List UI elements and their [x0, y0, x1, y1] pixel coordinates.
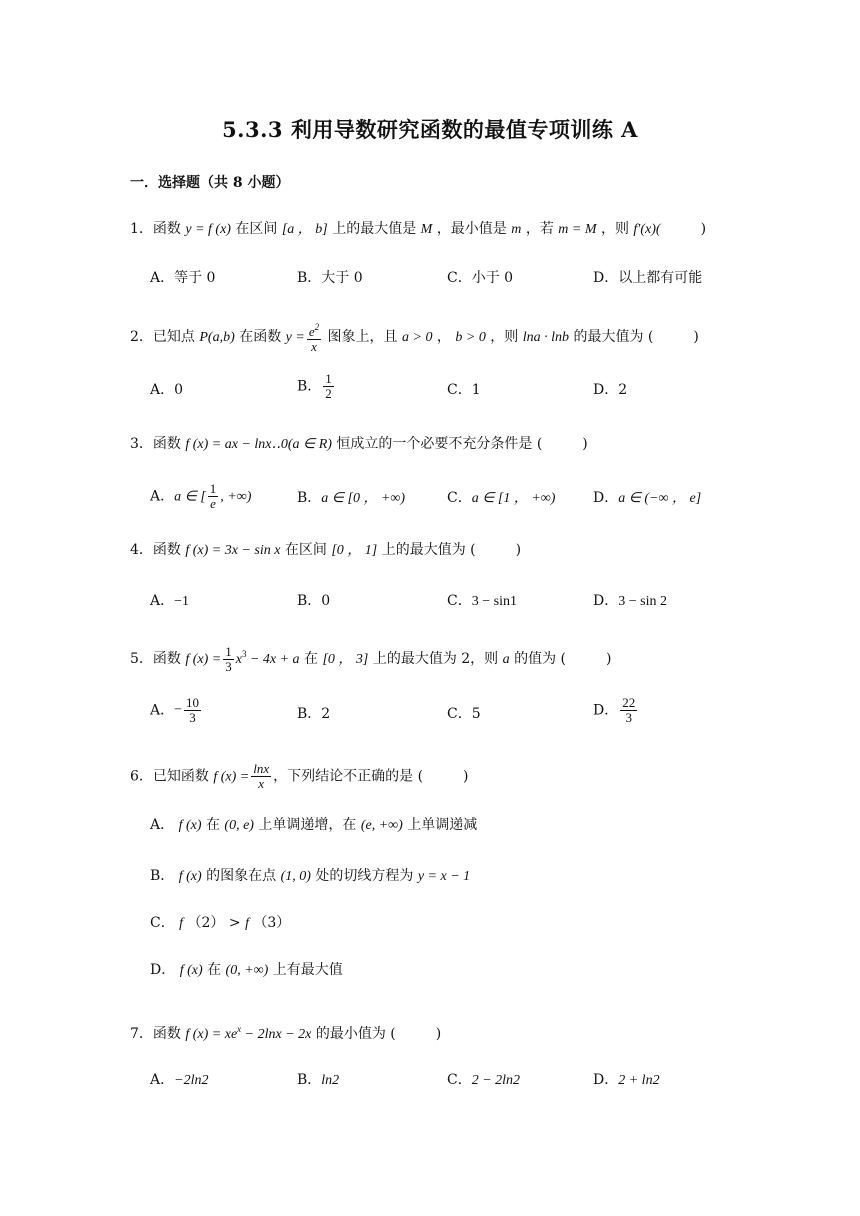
- question-7-option-a: A．−2ln2: [150, 1072, 209, 1088]
- question-4-stem: 4．函数 f (x) = 3x − sin x 在区间 [0 ， 1] 上的最大值为 ( ): [130, 542, 522, 558]
- question-7-stem: 7．函数 f $(x) = xe^x - 2\ln x - 2x$ 的最小值为 ( ): [130, 1024, 442, 1042]
- question-1-stem: 1．函数 y = f (x) 在区间 [a ， b] 上的最大值是 M ，最小值是 m ，若 m = M ，则 f′(x)( ): [130, 221, 707, 237]
- question-1-option-c: C．小于 0: [447, 270, 514, 286]
- question-2-fraction: $\frac{e^2}{x}$: [308, 322, 320, 354]
- question-6-option-a: A． f (x) 在 (0, e) 上单调递增，在 (e, +∞) 上单调递减: [150, 817, 478, 833]
- question-4-option-d: D．3 − sin 2: [593, 593, 667, 609]
- question-2-stem: 2．已知点 P(a,b) 在函数 y = $\frac{e^2}{x}$ 图象上，且 a > 0 ， b > 0 ，则 lna · lnb 的最大值为 ( ): [130, 322, 699, 354]
- question-6-stem: 6．已知函数 f (x) = $\frac{\ln x}{x}$ ，下列结论不正确的是 ( ): [130, 761, 469, 791]
- question-1-option-a: A．等于 0: [150, 270, 216, 286]
- question-3-option-a: A．a ∈ [ $\frac{1}{e}$ , +∞): [150, 481, 252, 511]
- question-2-option-b: B． $\frac{1}{2}$: [297, 371, 332, 401]
- question-6-option-d: D． f (x) 在 (0, +∞) 上有最大值: [150, 962, 343, 978]
- question-7-option-c: C．2 − 2ln2: [447, 1072, 521, 1088]
- question-5-option-b: B．2: [297, 706, 331, 722]
- question-3-option-b: B．a ∈ [0 ， +∞): [297, 490, 406, 506]
- question-1-option-b: B．大于 0: [297, 270, 363, 286]
- question-2-option-c: C．1: [447, 382, 481, 398]
- question-5-option-a: A．− $\frac{10}{3}$: [150, 695, 200, 725]
- question-5-stem: 5．函数 f (x) = $\frac{1}{3}$ $x^3 - 4x + a$ 在 [0 ， 3] 上的最大值为 2，则 a 的值为 ( ): [130, 643, 612, 674]
- section-heading: 一．选择题（共 8 小题）: [130, 175, 290, 191]
- question-5-option-d: D． $\frac{22}{3}$: [593, 695, 636, 725]
- question-5-option-c: C．5: [447, 706, 481, 722]
- question-3-option-d: D．a ∈ (−∞ ， e]: [593, 490, 702, 506]
- question-6-option-b: B． f (x) 的图象在点 (1, 0) 处的切线方程为 y = x − 1: [150, 868, 471, 884]
- question-7-option-d: D．2 + ln2: [593, 1072, 660, 1088]
- question-3-stem: 3．函数 f (x) = ax − lnx‥0(a ∈ R) 恒成立的一个必要不充分条件是 ( ): [130, 436, 588, 452]
- question-4-option-a: A．−1: [150, 593, 190, 609]
- question-2-option-a: A．0: [150, 382, 184, 398]
- question-7-option-b: B．ln2: [297, 1072, 340, 1088]
- question-2-option-d: D．2: [593, 382, 628, 398]
- question-3-option-c: C．a ∈ [1 ， +∞): [447, 490, 556, 506]
- question-1-option-d: D．以上都有可能: [593, 270, 703, 286]
- document-title: 5.3.3 利用导数研究函数的最值专项训练 A: [222, 117, 638, 142]
- question-4-option-c: C．3 − sin1: [447, 593, 517, 609]
- question-4-option-b: B．0: [297, 593, 331, 609]
- question-6-option-c: C． f （2） > f （3）: [150, 915, 291, 931]
